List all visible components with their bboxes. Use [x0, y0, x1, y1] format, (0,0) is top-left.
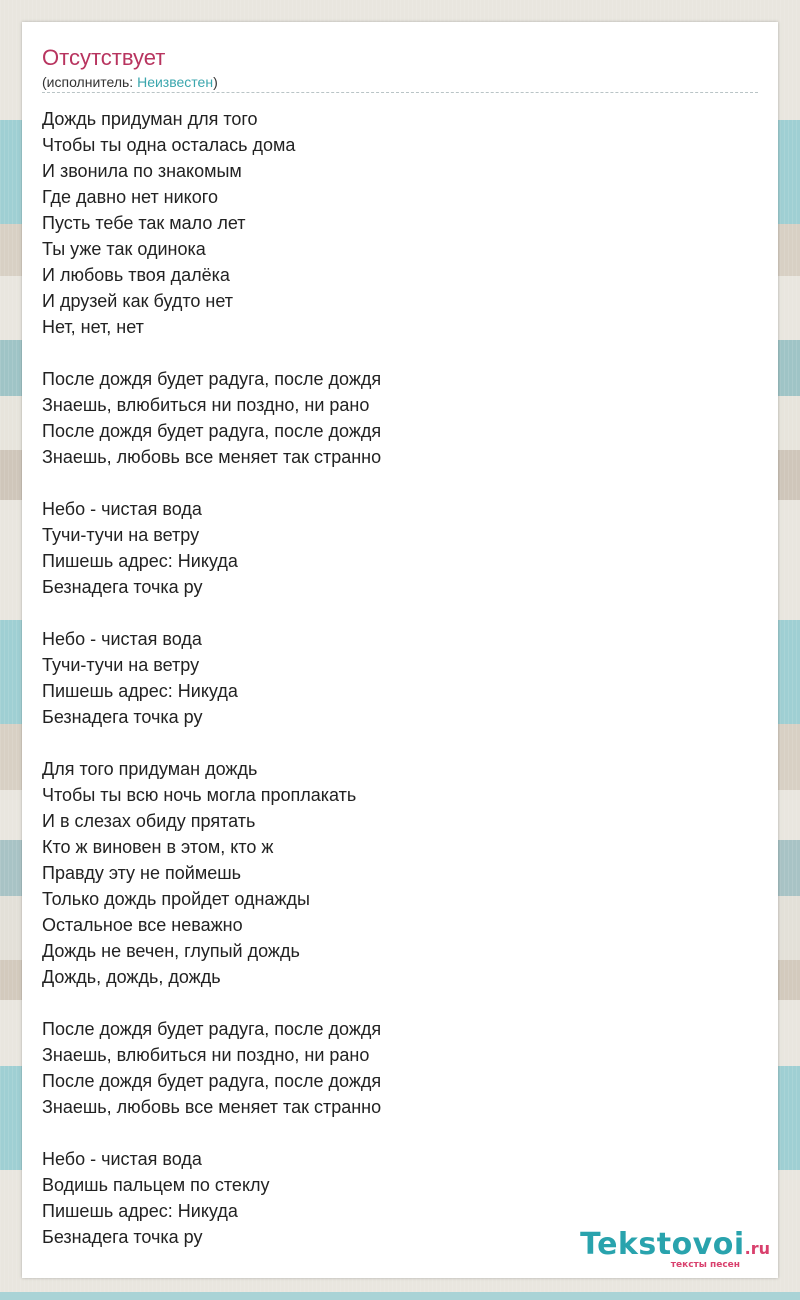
lyric-line: Знаешь, влюбиться ни поздно, ни рано	[42, 395, 370, 415]
lyric-line: И друзей как будто нет	[42, 291, 233, 311]
lyric-line: Небо - чистая вода	[42, 629, 202, 649]
lyric-line: После дождя будет радуга, после дождя	[42, 421, 382, 441]
lyric-line: Водишь пальцем по стеклу	[42, 1175, 270, 1195]
lyric-line: Тучи-тучи на ветру	[42, 655, 200, 675]
lyric-line: Правду эту не поймешь	[42, 863, 242, 883]
lyric-line: Небо - чистая вода	[42, 499, 202, 519]
performer-suffix: )	[213, 74, 218, 90]
logo-wordmark: Tekstovoi	[580, 1227, 745, 1262]
lyric-line: После дождя будет радуга, после дождя	[42, 369, 382, 389]
lyrics-stanza	[42, 1016, 752, 1120]
lyric-line: Ты уже так одинока	[42, 239, 206, 259]
lyric-line: И в слезах обиду прятать	[42, 811, 256, 831]
performer-prefix: (исполнитель:	[42, 74, 138, 90]
lyric-line: Безнадега точка ру	[42, 707, 203, 727]
lyric-line: Кто ж виновен в этом, кто ж	[42, 837, 274, 857]
logo-tagline: тексты песен	[670, 1260, 740, 1270]
lyric-line: Дождь, дождь, дождь	[42, 967, 221, 987]
lyric-line: Пишешь адрес: Никуда	[42, 681, 238, 701]
site-logo[interactable]	[580, 1227, 770, 1270]
lyric-line: Чтобы ты одна осталась дома	[42, 135, 296, 155]
lyrics-stanza	[42, 626, 752, 730]
lyrics-stanza	[42, 366, 752, 470]
bottom-stripe	[0, 1292, 800, 1300]
lyric-line: Знаешь, влюбиться ни поздно, ни рано	[42, 1045, 370, 1065]
lyric-line: Тучи-тучи на ветру	[42, 525, 200, 545]
lyric-line: Знаешь, любовь все меняет так странно	[42, 447, 382, 467]
lyric-line: Чтобы ты всю ночь могла проплакать	[42, 785, 357, 805]
lyrics-card	[22, 22, 778, 1278]
lyric-line: Дождь придуман для того	[42, 109, 258, 129]
lyric-line: Безнадега точка ру	[42, 1227, 203, 1247]
lyric-line: Дождь не вечен, глупый дождь	[42, 941, 300, 961]
lyric-line: Пишешь адрес: Никуда	[42, 551, 238, 571]
lyric-line: Только дождь пройдет однажды	[42, 889, 310, 909]
lyrics-stanza	[42, 496, 752, 600]
lyrics-stanza	[42, 106, 752, 340]
lyric-line: Остальное все неважно	[42, 915, 243, 935]
artist-link[interactable]: Неизвестен	[137, 74, 214, 90]
performer-line	[42, 73, 218, 91]
lyric-line: Безнадега точка ру	[42, 577, 203, 597]
lyric-line: И любовь твоя далёка	[42, 265, 230, 285]
header-divider	[42, 92, 758, 93]
lyric-line: Нет, нет, нет	[42, 317, 144, 337]
lyric-line: Пусть тебе так мало лет	[42, 213, 246, 233]
lyric-line: Небо - чистая вода	[42, 1149, 202, 1169]
lyrics-text	[42, 106, 752, 1276]
lyric-line: Знаешь, любовь все меняет так странно	[42, 1097, 382, 1117]
lyrics-stanza	[42, 756, 752, 990]
lyric-line: После дождя будет радуга, после дождя	[42, 1071, 382, 1091]
lyric-line: Для того придуман дождь	[42, 759, 258, 779]
lyric-line: После дождя будет радуга, после дождя	[42, 1019, 382, 1039]
logo-domain: .ru	[744, 1239, 770, 1258]
lyric-line: Пишешь адрес: Никуда	[42, 1201, 238, 1221]
lyric-line: Где давно нет никого	[42, 187, 218, 207]
lyric-line: И звонила по знакомым	[42, 161, 242, 181]
song-title: Отсутствует	[42, 45, 166, 70]
